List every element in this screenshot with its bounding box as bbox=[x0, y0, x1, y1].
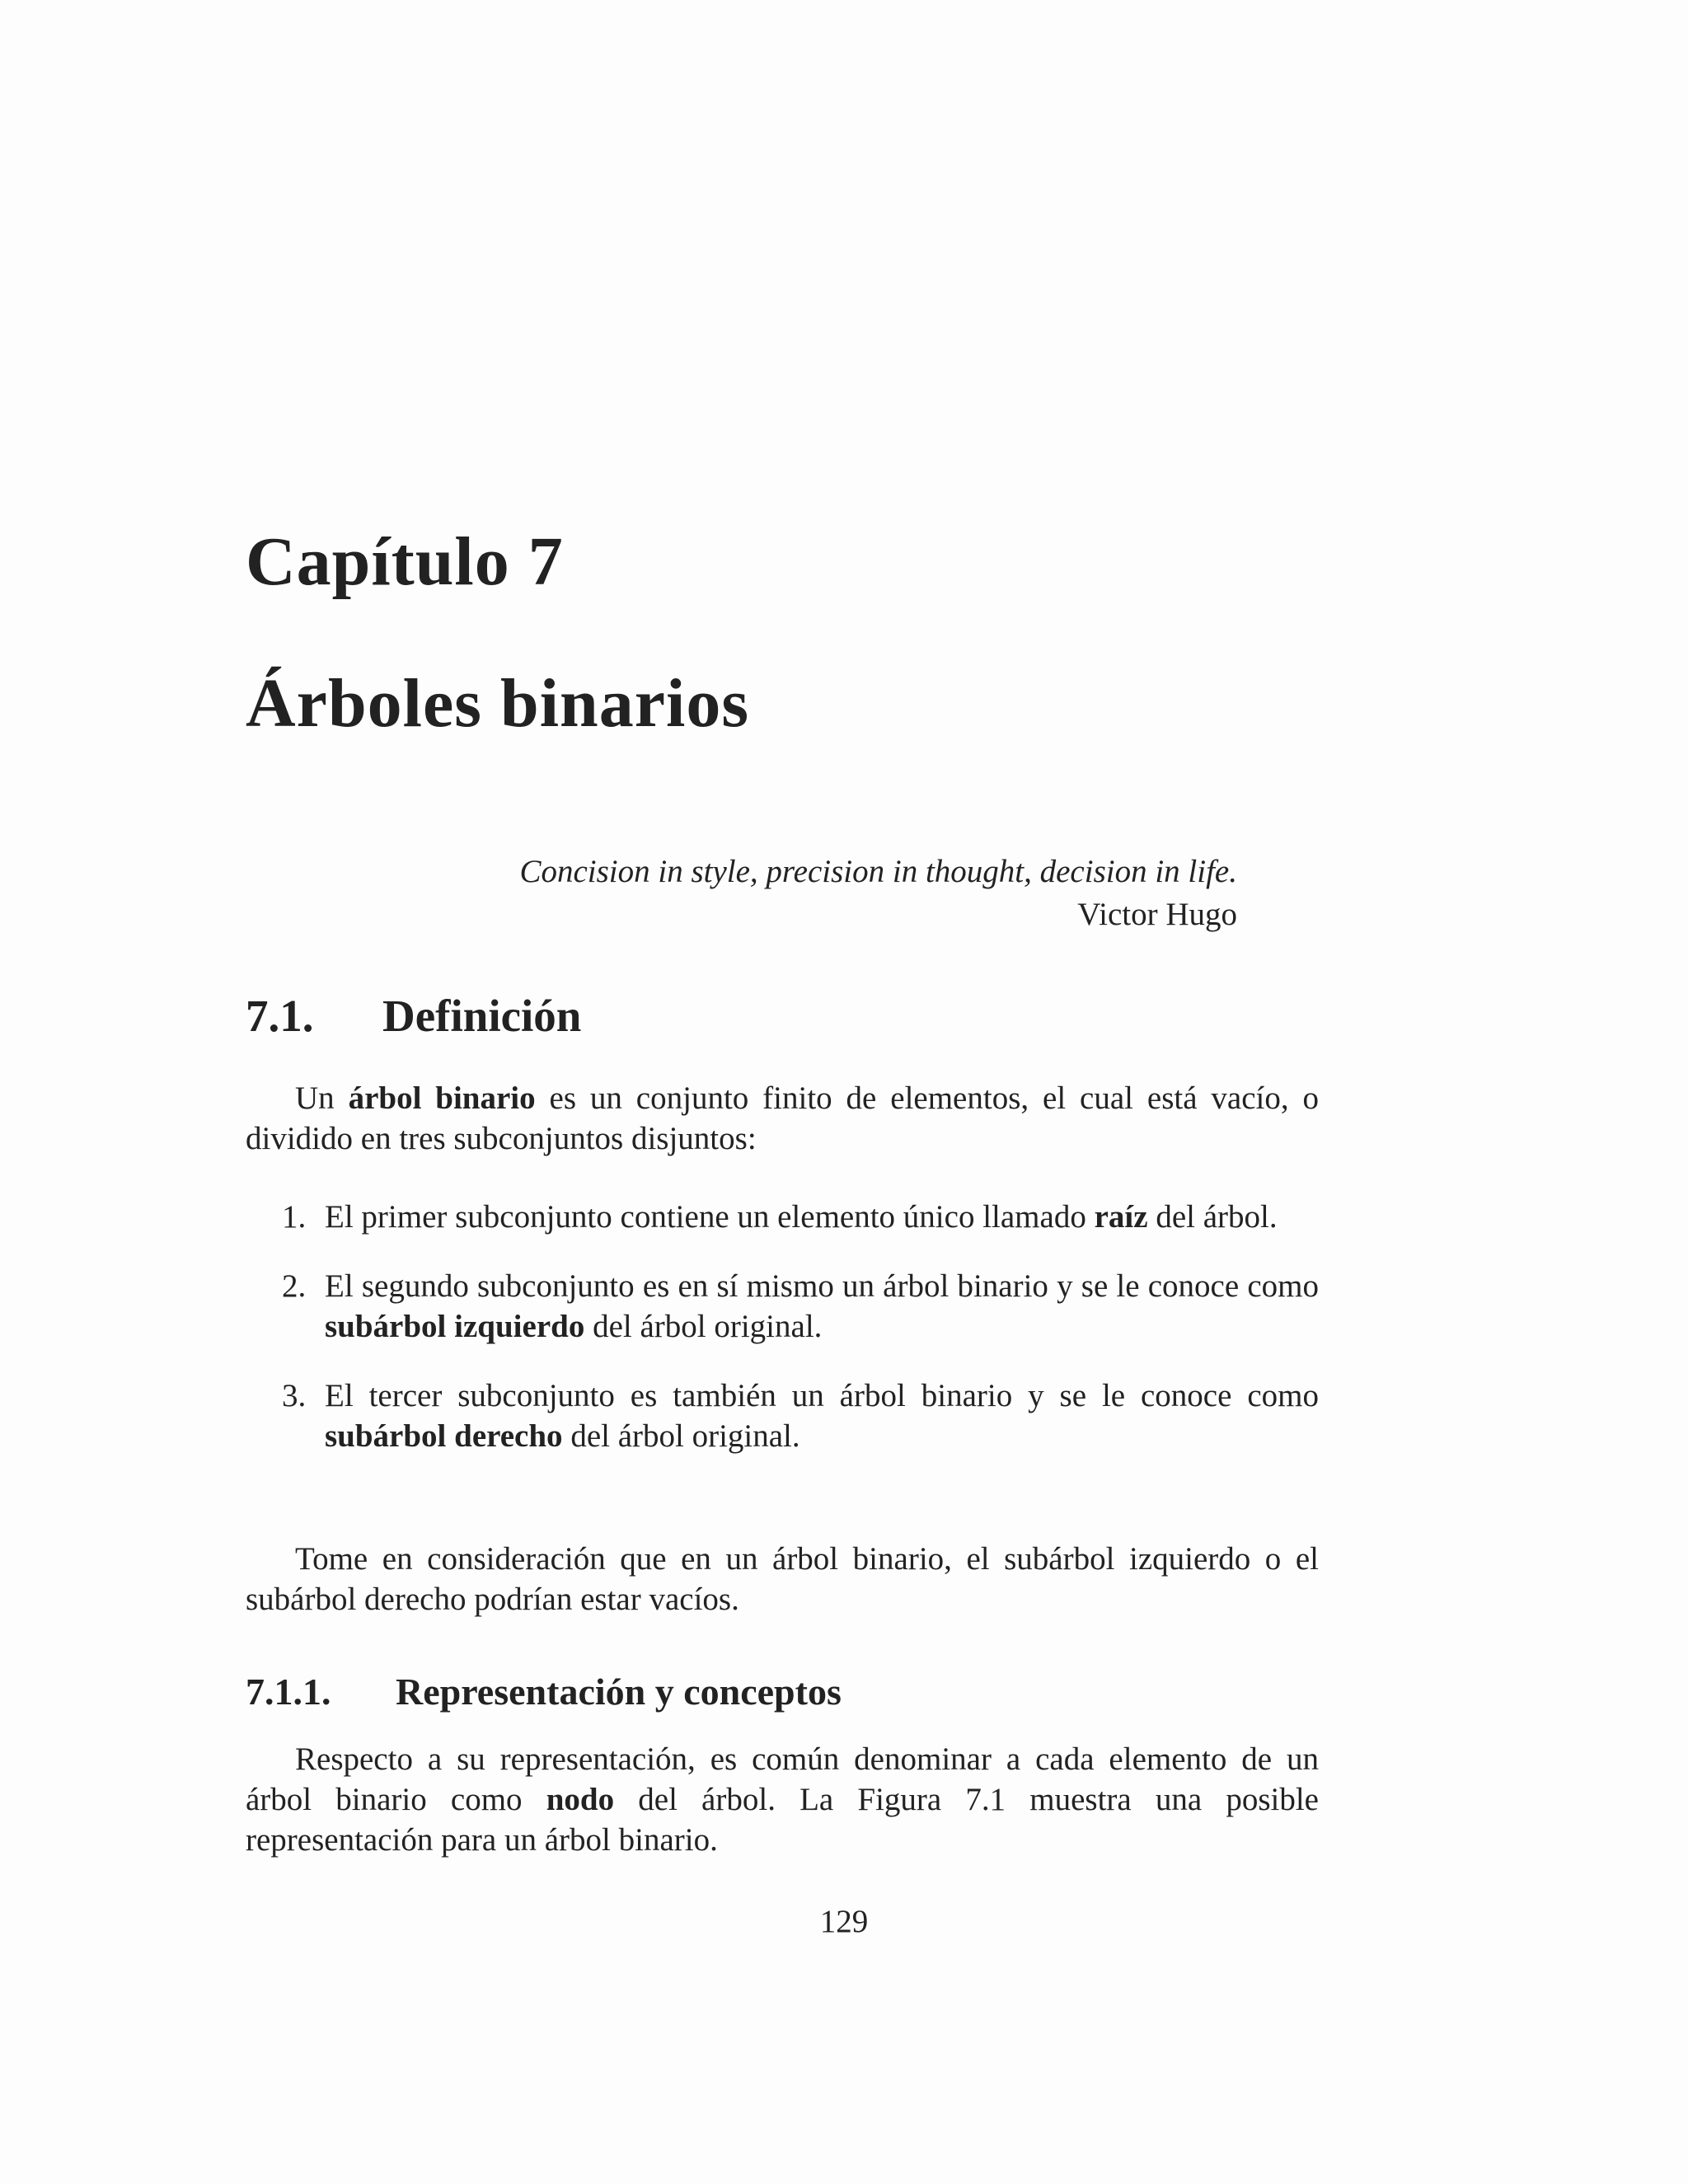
page-number: 129 bbox=[819, 1904, 869, 1939]
section-heading bbox=[246, 991, 582, 1041]
list-marker: 1. bbox=[282, 1199, 307, 1235]
definition-text-pre: Un bbox=[295, 1080, 349, 1116]
list-item-text-post: del árbol original. bbox=[584, 1309, 823, 1344]
representation-term: nodo bbox=[546, 1782, 615, 1817]
list-item-text-pre: El segundo subconjunto es en sí mismo un árbol binario y se le conoce como bbox=[325, 1268, 1319, 1304]
list-marker: 2. bbox=[282, 1268, 307, 1304]
epigraph bbox=[330, 851, 1237, 936]
epigraph-quote: Concision in style, precision in thought, decision in life. bbox=[519, 854, 1237, 889]
subsection-number: 7.1.1. bbox=[246, 1671, 331, 1713]
definition-text-post: es un conjunto finito de elementos, el cual está vacío, o dividido en tres subconjuntos disjuntos: bbox=[246, 1080, 1320, 1156]
list-item-term: subárbol derecho bbox=[325, 1418, 563, 1454]
chapter-title: Árboles binarios bbox=[246, 665, 750, 742]
subsection-title: Representación y conceptos bbox=[396, 1671, 842, 1713]
list-item-term: raíz bbox=[1094, 1199, 1148, 1235]
epigraph-author: Victor Hugo bbox=[1077, 897, 1237, 932]
list-item-text-post: del árbol. bbox=[1147, 1199, 1278, 1235]
subset-list bbox=[246, 1197, 1319, 1485]
list-item bbox=[246, 1197, 1319, 1237]
representation-text-pre: Respecto a su representación, es común denominar a cada elemento de un árbol binario como bbox=[246, 1741, 1319, 1817]
list-item-text-post: del árbol original. bbox=[562, 1418, 800, 1454]
subsection-heading bbox=[246, 1673, 842, 1711]
closing-paragraph: Tome en consideración que en un árbol binario, el subárbol izquierdo o el subárbol derecho podrían estar vacíos. bbox=[246, 1541, 1319, 1617]
list-marker: 3. bbox=[282, 1378, 307, 1413]
list-item-text-pre: El tercer subconjunto es también un árbol binario y se le conoce como bbox=[325, 1378, 1319, 1413]
definition-term: árbol binario bbox=[348, 1080, 536, 1116]
list-item bbox=[246, 1266, 1319, 1347]
list-item-text-pre: El primer subconjunto contiene un elemento único llamado bbox=[325, 1199, 1095, 1235]
chapter-label: Capítulo 7 bbox=[246, 523, 564, 600]
list-item bbox=[246, 1376, 1319, 1456]
section-title: Definición bbox=[382, 991, 582, 1041]
definition-paragraph bbox=[246, 1078, 1319, 1159]
list-item-term: subárbol izquierdo bbox=[325, 1309, 585, 1344]
representation-paragraph bbox=[246, 1739, 1319, 1860]
section-number: 7.1. bbox=[246, 991, 314, 1041]
representation-text-post: del árbol. La Figura 7.1 muestra una posible representación para un árbol binario. bbox=[246, 1782, 1319, 1858]
